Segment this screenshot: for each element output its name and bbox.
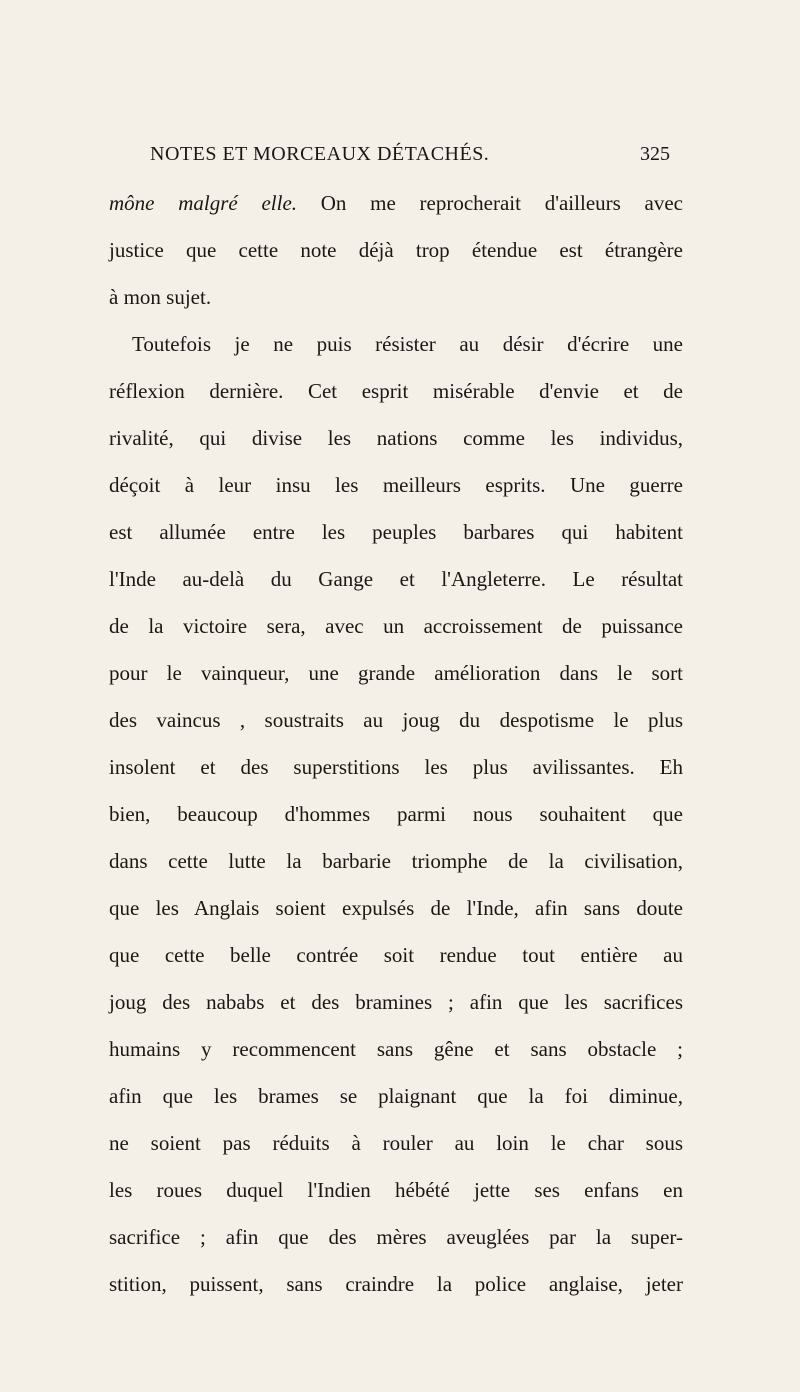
page-number: 325 [640,143,670,165]
text-line-9: l'Inde au-delà du Gange et l'Angleterre. Le résultat [109,567,683,591]
text-line-3: à mon sujet. [109,285,212,309]
text-line-13: insolent et des superstitions les plus avilissantes. Eh [109,755,683,779]
text-line-14: bien, beaucoup d'hommes parmi nous souhaitent que [109,802,683,826]
text-line-5: réflexion dernière. Cet esprit misérable d'envie et de [109,379,683,403]
text-line-1-rest: On me reprocherait d'ailleurs avec [297,191,683,215]
text-line-19: humains y recommencent sans gêne et sans obstacle ; [109,1037,683,1061]
italic-phrase: mône malgré elle. [109,191,298,215]
text-line-10: de la victoire sera, avec un accroissement de puissance [109,614,683,638]
text-line-2: justice que cette note déjà trop étendue est étrangère [109,238,683,262]
text-line-23: sacrifice ; afin que des mères aveuglées par la super- [109,1225,683,1249]
text-line-22: les roues duquel l'Indien hébété jette ses enfans en [109,1178,683,1202]
text-line-16: que les Anglais soient expulsés de l'Inde, afin sans doute [109,896,683,920]
text-line-17: que cette belle contrée soit rendue tout entière au [109,943,683,967]
text-line-7: déçoit à leur insu les meilleurs esprits. Une guerre [109,473,683,497]
text-line-12: des vaincus , soustraits au joug du despotisme le plus [109,708,683,732]
text-line-18: joug des nababs et des bramines ; afin que les sacrifices [109,990,683,1014]
text-line-21: ne soient pas réduits à rouler au loin le char sous [109,1131,683,1155]
text-line-11: pour le vainqueur, une grande amélioration dans le sort [109,661,683,685]
text-line-6: rivalité, qui divise les nations comme les individus, [109,426,683,450]
text-line-4: Toutefois je ne puis résister au désir d'écrire une [132,332,683,356]
text-line-8: est allumée entre les peuples barbares qui habitent [109,520,683,544]
running-title: NOTES ET MORCEAUX DÉTACHÉS. [150,143,490,165]
text-line-20: afin que les brames se plaignant que la foi diminue, [109,1084,683,1108]
text-line-1 [109,188,683,218]
text-line-15: dans cette lutte la barbarie triomphe de la civilisation, [109,849,683,873]
text-line-24: stition, puissent, sans craindre la police anglaise, jeter [109,1272,683,1296]
